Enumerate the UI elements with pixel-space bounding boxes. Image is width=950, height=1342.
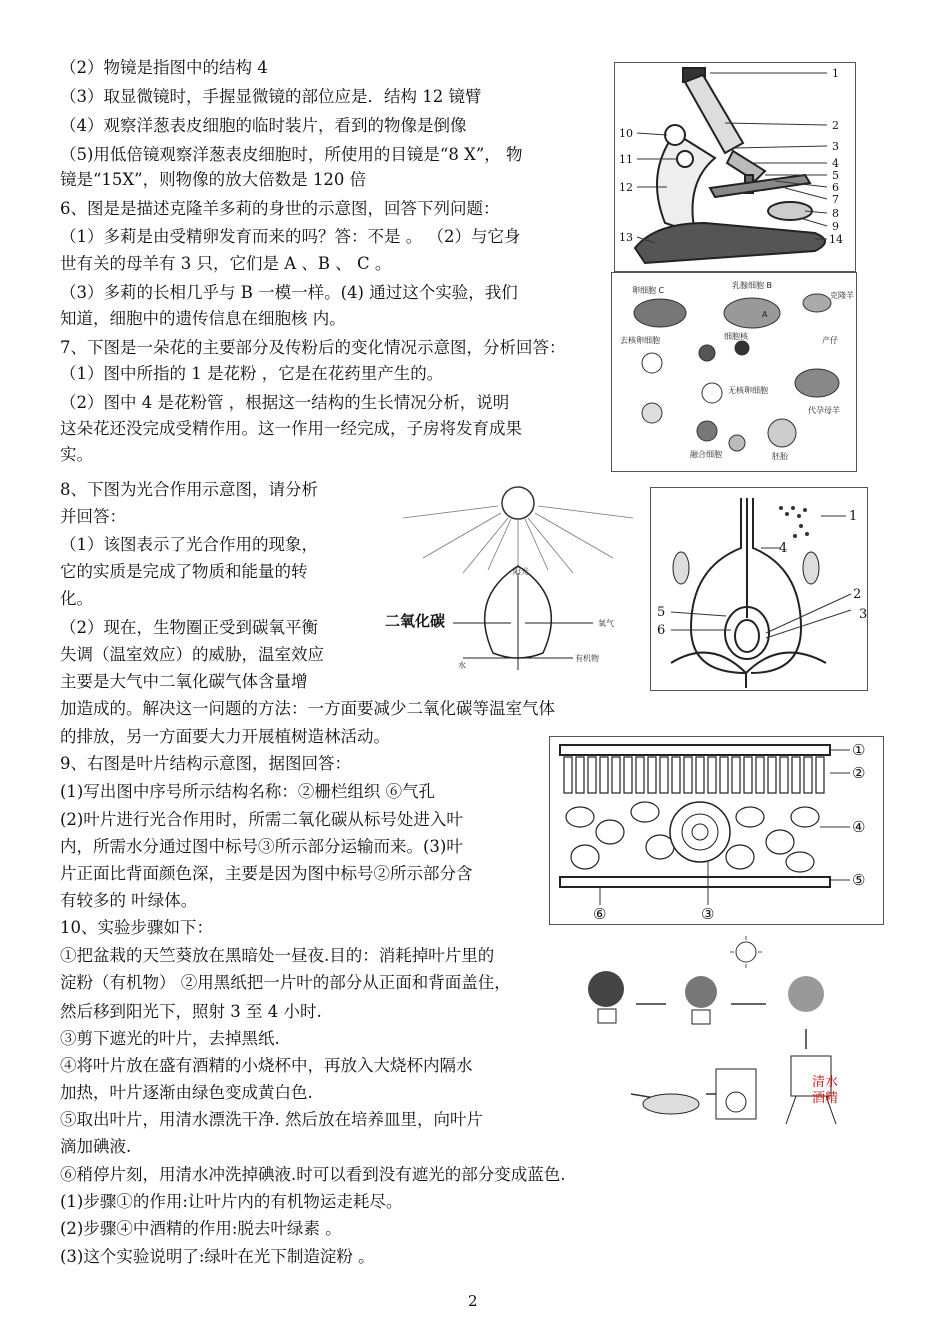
page-number: 2 — [468, 1292, 478, 1310]
text-line: ⑥稍停片刻，用清水冲洗掉碘液.时可以看到没有遮光的部分变成蓝色. — [60, 1165, 566, 1184]
text-line: 10、实验步骤如下： — [60, 918, 213, 937]
flower-label-6: 6 — [657, 623, 666, 638]
text-line: 8、下图为光合作用示意图，请分析 — [60, 480, 318, 499]
water-label: 清水 — [812, 1075, 839, 1090]
text-line: 世有关的母羊有 3 只，它们是 A 、B 、 C 。 — [60, 254, 392, 273]
photosynthesis-figure — [385, 478, 643, 680]
clone-label-fused: 融合细胞 — [690, 450, 722, 459]
text-line: ⑤取出叶片，用清水漂洗干净. 然后放在培养皿里，向叶片 — [60, 1110, 483, 1129]
leaf-label-5: ⑤ — [852, 871, 866, 889]
sun-icon — [736, 942, 756, 962]
text-line: （1）多莉是由受精卵发育而来的吗？答：不是 。 （2）与它身 — [60, 227, 521, 246]
alcohol-label: 酒精 — [812, 1091, 839, 1106]
text-line: ③剪下遮光的叶片，去掉黑纸. — [60, 1029, 280, 1048]
label-9: 9 — [832, 220, 839, 233]
text-line: （2）图中 4 是花粉管 ，根据这一结构的生长情况分析，说明 — [60, 393, 510, 412]
label-4: 4 — [832, 157, 839, 170]
text-line: 镜是“15X”，则物像的放大倍数是 120 倍 — [60, 170, 367, 189]
clone-label-embryo: 胚胎 — [772, 452, 788, 461]
flower-label-2: 2 — [853, 587, 862, 602]
clone-label-denucleated: 去核卵细胞 — [620, 336, 660, 345]
sunlight-label: 阳光 — [513, 567, 529, 576]
clone-sheep-figure — [611, 272, 857, 472]
text-line: 加热，叶片逐渐由绿色变成黄白色. — [60, 1083, 313, 1102]
text-line: 实。 — [60, 445, 93, 464]
clone-label-clone: 克隆羊 — [830, 291, 854, 300]
microscope-figure — [614, 62, 856, 272]
text-line: 知道，细胞中的遗传信息在细胞核 内。 — [60, 309, 346, 328]
text-line: 7、下图是一朵花的主要部分及传粉后的变化情况示意图，分析回答： — [60, 338, 566, 357]
photosynthesis-drawing — [385, 478, 643, 680]
text-line: （2）物镜是指图中的结构 4 — [60, 58, 268, 77]
text-line: 失调（温室效应）的威胁，温室效应 — [60, 645, 324, 664]
text-line: 的排放，另一方面要大力开展植树造林活动。 — [60, 727, 390, 746]
label-6: 6 — [832, 181, 839, 194]
text-line: 它的实质是完成了物质和能量的转 — [60, 562, 308, 581]
text-line: (3)这个实验说明了:绿叶在光下制造淀粉 。 — [60, 1247, 375, 1266]
label-11: 11 — [619, 153, 633, 166]
text-line: (2)叶片进行光合作用时，所需二氧化碳从标号处进入叶 — [60, 810, 463, 829]
text-line: 加造成的。解决这一问题的方法：一方面要减少二氧化碳等温室气体 — [60, 699, 555, 718]
water-label: 水 — [458, 661, 466, 670]
leaf-structure-figure — [549, 736, 884, 925]
clone-label-birth: 产仔 — [822, 336, 838, 345]
leaf-label-4: ④ — [852, 818, 866, 836]
text-line: 片正面比背面颜色深，主要是因为图中标号②所示部分含 — [60, 864, 473, 883]
clone-label-a: A — [762, 310, 768, 319]
label-14: 14 — [829, 233, 843, 246]
flower-label-4: 4 — [779, 541, 788, 556]
clone-sheep-drawing — [612, 273, 856, 471]
clone-label-surrogate: 代孕母羊 — [808, 406, 840, 415]
text-line: （2）现在，生物圈正受到碳氧平衡 — [60, 618, 318, 637]
clone-label-c: 卵细胞 C — [632, 286, 665, 295]
label-10: 10 — [619, 127, 633, 140]
label-1: 1 — [832, 67, 839, 80]
clone-label-b: 乳腺细胞 B — [732, 281, 773, 290]
text-line: ④将叶片放在盛有酒精的小烧杯中，再放入大烧杯内隔水 — [60, 1056, 473, 1075]
text-line: 淀粉（有机物） ②用黑纸把一片叶的部分从正面和背面盖住， — [60, 973, 511, 992]
experiment-drawing — [586, 934, 839, 1129]
text-line: （1）图中所指的 1 是花粉 ，它是在花药里产生的。 — [60, 364, 444, 383]
text-line: (1)步骤①的作用:让叶片内的有机物运走耗尽。 — [60, 1192, 403, 1211]
text-line: （5)用低倍镜观察洋葱表皮细胞时，所使用的目镜是“8 X”， 物 — [60, 145, 523, 164]
leaf-label-6: ⑥ — [593, 905, 607, 923]
text-line: 滴加碘液. — [60, 1137, 132, 1156]
text-line: ①把盆栽的天竺葵放在黑暗处一昼夜.目的：消耗掉叶片里的 — [60, 946, 495, 965]
text-line: 内，所需水分通过图中标号③所示部分运输而来。(3)叶 — [60, 837, 463, 856]
text-line: (2)步骤④中酒精的作用:脱去叶绿素 。 — [60, 1219, 342, 1238]
text-line: （3）取显微镜时，手握显微镜的部位应是．结构 12 镜臂 — [60, 87, 482, 106]
flower-label-5: 5 — [657, 605, 666, 620]
leaf-label-2: ② — [852, 764, 866, 782]
oxygen-label: 氧气 — [598, 619, 614, 628]
label-3: 3 — [832, 140, 839, 153]
text-line: 化。 — [60, 589, 93, 608]
flower-label-1: 1 — [849, 509, 858, 524]
clone-label-nucleus: 细胞核 — [724, 332, 748, 341]
text-line: 6、图是是描述克隆羊多莉的身世的示意图，回答下列问题： — [60, 199, 500, 218]
text-line: （1）该图表示了光合作用的现象， — [60, 535, 318, 554]
label-2: 2 — [832, 119, 839, 132]
text-line: （3）多莉的长相几乎与 B 一模一样。(4) 通过这个实验，我们 — [60, 283, 518, 302]
label-5: 5 — [832, 169, 839, 182]
label-12: 12 — [619, 181, 633, 194]
text-line: 9、右图是叶片结构示意图，据图回答： — [60, 754, 351, 773]
leaf-label-3: ③ — [701, 905, 715, 923]
flower-figure — [650, 487, 868, 691]
text-line: 这朵花还没完成受精作用。这一作用一经完成，子房将发育成果 — [60, 419, 522, 438]
text-line: 并回答： — [60, 507, 126, 526]
leaf-structure-drawing — [550, 737, 883, 924]
text-line: 然后移到阳光下，照射 3 至 4 小时. — [60, 1002, 322, 1021]
experiment-figure — [586, 934, 839, 1129]
label-8: 8 — [832, 207, 839, 220]
flower-label-3: 3 — [859, 607, 868, 622]
organic-label: 有机物 — [575, 654, 599, 663]
text-line: 有较多的 叶绿体。 — [60, 891, 198, 910]
text-line: 主要是大气中二氧化碳气体含量增 — [60, 672, 308, 691]
co2-label: 二氧化碳 — [385, 612, 446, 630]
label-13: 13 — [619, 231, 633, 244]
leaf-label-1: ① — [852, 741, 866, 759]
text-line: （4）观察洋葱表皮细胞的临时装片，看到的物像是倒像 — [60, 116, 467, 135]
flower-drawing — [651, 488, 867, 690]
sun-icon — [502, 487, 534, 519]
clone-label-no-nucleus: 无核卵细胞 — [728, 386, 768, 395]
text-line: (1)写出图中序号所示结构名称：②栅栏组织 ⑥气孔 — [60, 782, 436, 801]
label-7: 7 — [832, 193, 839, 206]
microscope-drawing — [615, 63, 855, 271]
